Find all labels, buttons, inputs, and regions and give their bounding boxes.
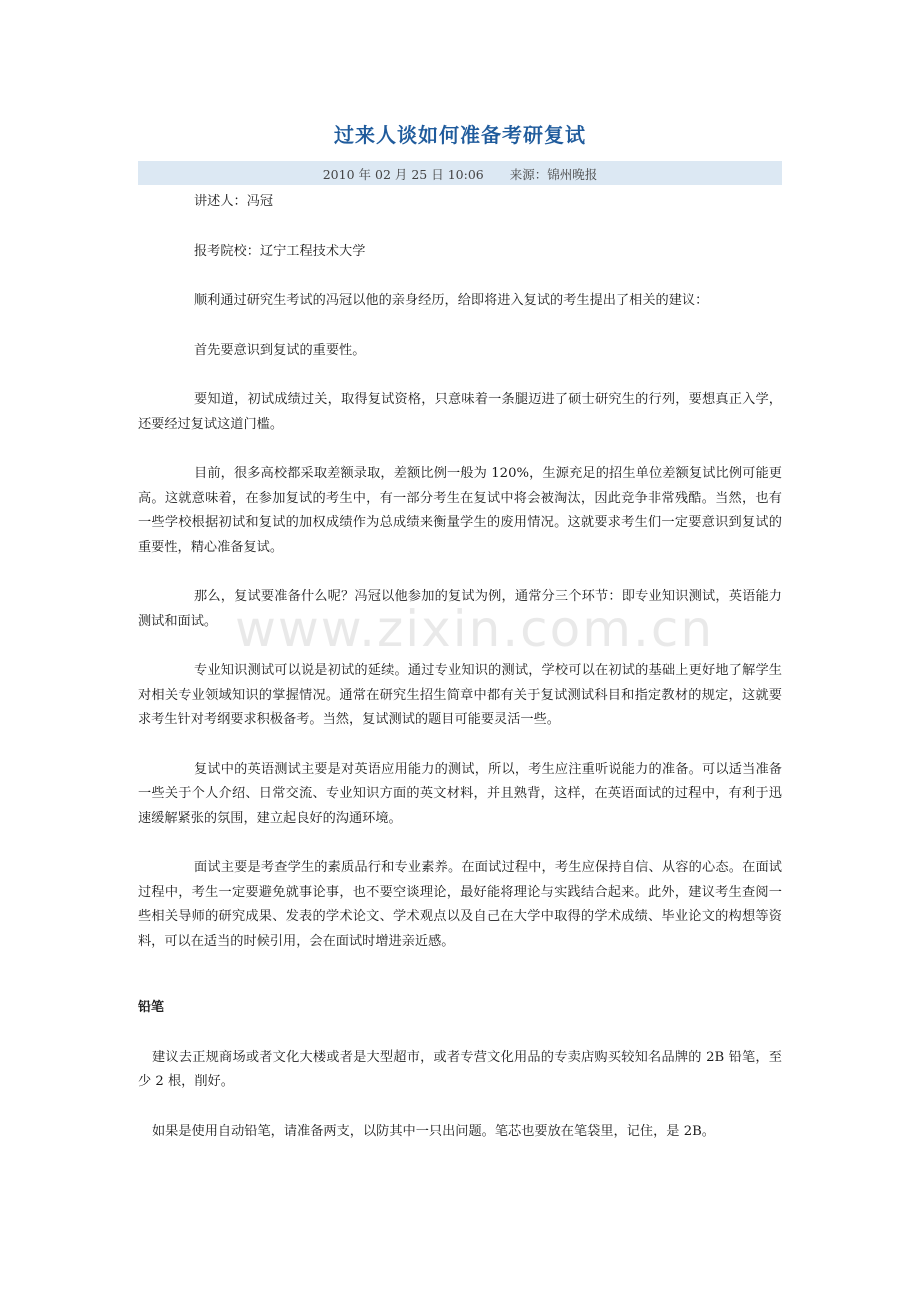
article-title: 过来人谈如何准备考研复试: [334, 123, 586, 147]
paragraph-pencil-purchase: 建议去正规商场或者文化大楼或者是大型超市，或者专营文化用品的专卖店购买较知名品牌的 2B 铅笔，至少 2 根，削好。: [138, 1049, 782, 1089]
paragraph-english-test: 复试中的英语测试主要是对英语应用能力的测试，所以，考生应注重听说能力的准备。可以适当准备一些关于个人介绍、日常交流、专业知识方面的英文材料，并且熟背，这样，在英语面试的过程中，有利于迅速缓解紧张的氛围，建立起良好的沟通环境。: [138, 761, 782, 826]
article-date: 2010 年 02 月 25 日 10:06: [322, 167, 484, 182]
paragraph-importance: 首先要意识到复试的重要性。: [194, 342, 366, 358]
article-body: [138, 190, 782, 1144]
paragraph-stages: 那么，复试要准备什么呢？冯冠以他参加的复试为例，通常分三个环节：即专业知识测试，英语能力测试和面试。: [138, 589, 782, 629]
paragraph-narrator: 讲述人：冯冠: [194, 194, 274, 209]
watermark-logo: www.zixin.com.cn: [235, 600, 715, 658]
section-heading-pencil: 铅笔: [138, 1000, 165, 1015]
paragraph-competition: 目前，很多高校都采取差额录取，差额比例一般为 120%，生源充足的招生单位差额复试比例可能更高。这就意味着，在参加复试的考生中，有一部分考生在复试中将会被淘汰，因此竞争非常残酷。当然，也有一些学校根据初试和复试的加权成绩作为总成绩来衡量学生的废用情况。这就要求考生们一定要意识到复试的重要性，精心准备复试。: [138, 466, 782, 555]
paragraph-threshold: 要知道，初试成绩过关，取得复试资格，只意味着一条腿迈进了硕士研究生的行列，要想真正入学，还要经过复试这道门槛。: [138, 392, 782, 432]
article-source: 来源：锦州晚报: [509, 167, 598, 182]
paragraph-school: 报考院校：辽宁工程技术大学: [194, 243, 366, 259]
paragraph-pencil-mechanical: 如果是使用自动铅笔，请准备两支，以防其中一只出问题。笔芯也要放在笔袋里，记住，是 2B。: [152, 1123, 715, 1139]
paragraph-intro: 顺利通过研究生考试的冯冠以他的亲身经历，给即将进入复试的考生提出了相关的建议：: [194, 293, 709, 308]
paragraph-professional-test: 专业知识测试可以说是初试的延续。通过专业知识的测试，学校可以在初试的基础上更好地了解学生对相关专业领域知识的掌握情况。通常在研究生招生简章中都有关于复试测试科目和指定教材的规定，这就要求考生针对考纲要求积极备考。当然，复试测试的题目可能要灵活一些。: [138, 663, 782, 727]
article-meta-bar: [138, 161, 782, 185]
paragraph-interview: 面试主要是考查学生的素质品行和专业素养。在面试过程中，考生应保持自信、从容的心态。在面试过程中，考生一定要避免就事论事，也不要空谈理论，最好能将理论与实践结合起来。此外，建议考生查阅一些相关导师的研究成果、发表的学术论文、学术观点以及自己在大学中取得的学术成绩、毕业论文的构想等资料，可以在适当的时候引用，会在面试时增进亲近感。: [138, 860, 782, 949]
